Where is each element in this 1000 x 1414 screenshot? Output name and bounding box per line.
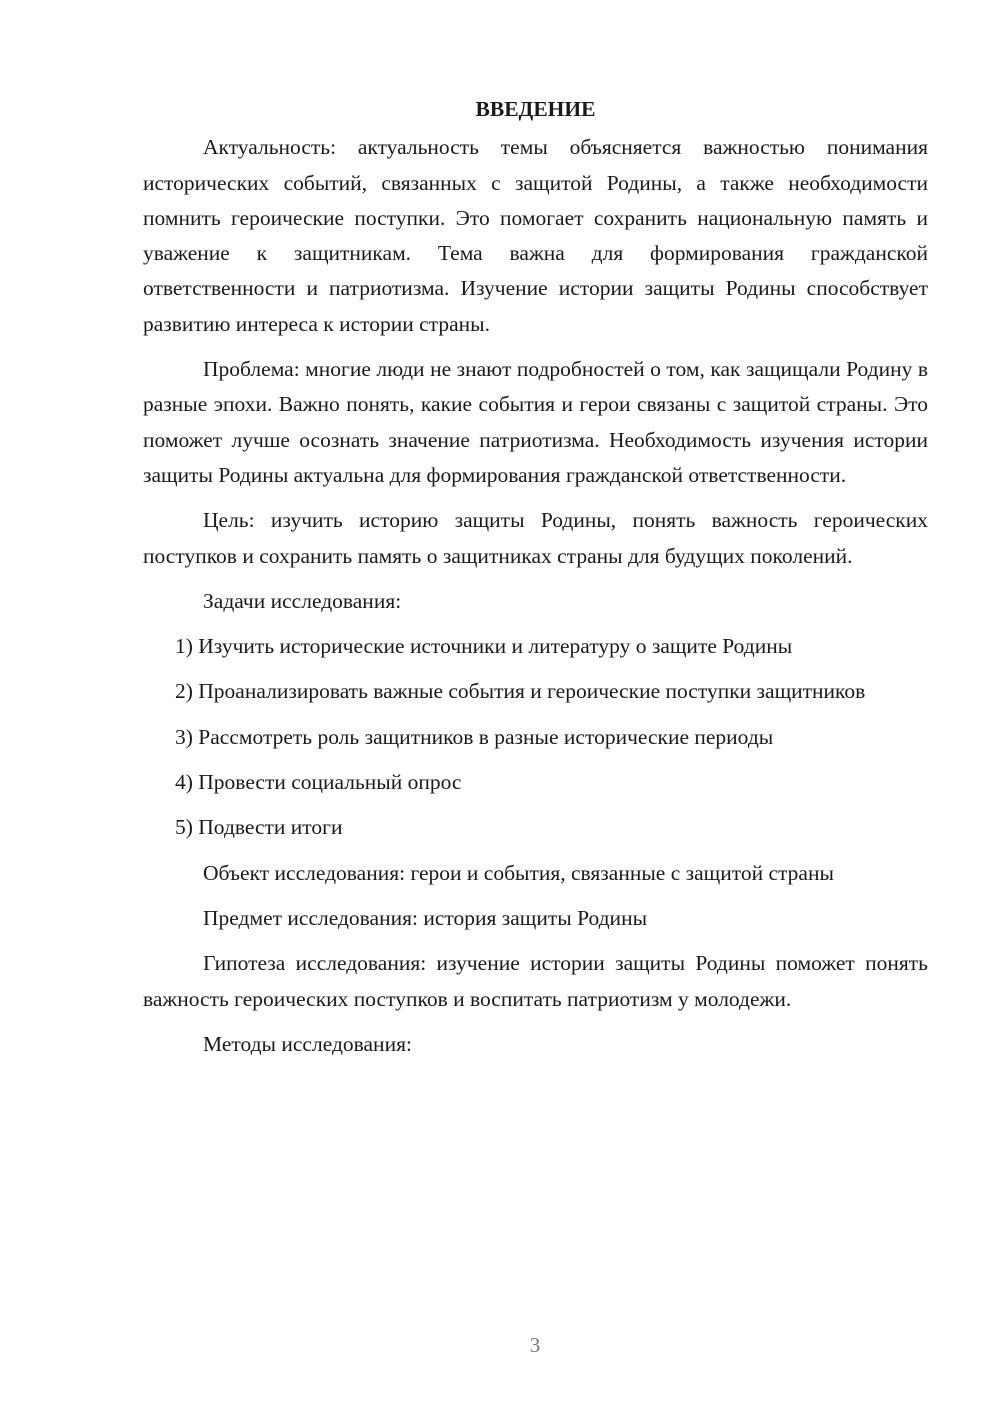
section-title: ВВЕДЕНИЕ — [475, 97, 596, 121]
subject-paragraph: Предмет исследования: история защиты Родины — [203, 905, 648, 930]
object-paragraph: Объект исследования: герои и события, связанные с защитой страны — [203, 860, 834, 885]
goal-paragraph: Цель: изучить историю защиты Родины, понять важность героических поступков и сохранить память о защитниках страны для будущих поколений. — [143, 508, 928, 568]
task-item-5: 5) Подвести итоги — [175, 815, 343, 840]
page-number: 3 — [529, 1333, 541, 1357]
problem-paragraph: Проблема: многие люди не знают подробностей о том, как защищали Родину в разные эпохи. Важно понять, какие события и герои связаны с защитой страны. Это поможет лучше осознать значение патриотизма. Необходимость изучения истории защиты Родины актуальна для формирования гражданской ответственности. — [143, 357, 928, 487]
tasks-heading: Задачи исследования: — [203, 588, 402, 613]
task-item-3: 3) Рассмотреть роль защитников в разные исторические периоды — [175, 724, 774, 749]
task-item-2: 2) Проанализировать важные события и героические поступки защитников — [175, 679, 866, 704]
relevance-paragraph: Актуальность: актуальность темы объясняется важностью понимания исторических событий, связанных с защитой Родины, а также необходимости помнить героические поступки. Это помогает сохранить национальную память и уважение к защитникам. Тема важна для формирования гражданской ответственности и патриотизма. Изучение истории защиты Родины способствует развитию интереса к истории страны. — [143, 135, 928, 336]
task-item-1: 1) Изучить исторические источники и литературу о защите Родины — [175, 634, 793, 659]
document-page — [143, 92, 928, 1072]
task-item-4: 4) Провести социальный опрос — [175, 770, 462, 795]
methods-paragraph: Методы исследования: — [203, 1031, 412, 1056]
hypothesis-paragraph: Гипотеза исследования: изучение истории защиты Родины поможет понять важность героических поступков и воспитать патриотизм у молодежи. — [143, 951, 928, 1011]
